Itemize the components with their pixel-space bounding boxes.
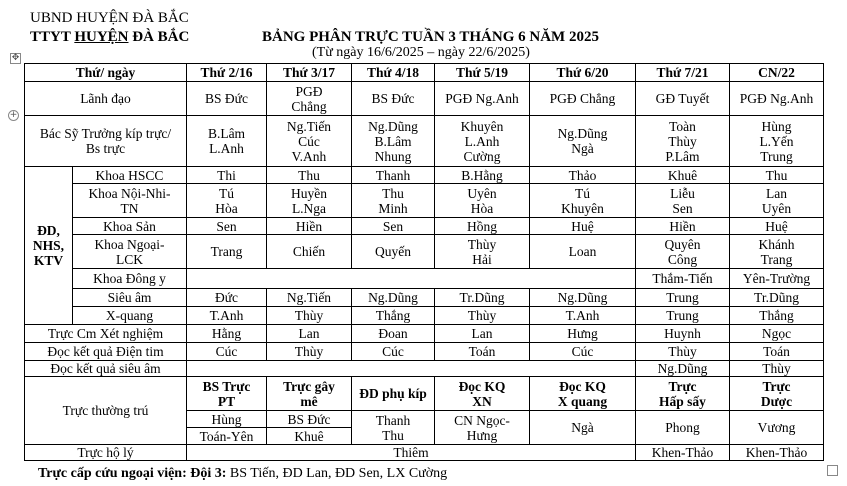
cell: Thắm-Tiến xyxy=(636,269,730,289)
cell: Hùng xyxy=(187,411,267,428)
cell: Lan Uyên xyxy=(730,184,824,218)
cell: Ng.Dũng Ngà xyxy=(530,116,636,167)
day-header: Thứ 3/17 xyxy=(267,64,352,82)
cell: Toán xyxy=(435,343,530,361)
row-label-khoa-noi: Khoa Nội-Nhi- TN xyxy=(73,184,187,218)
cell: Cúc xyxy=(530,343,636,361)
page-subtitle: (Từ ngày 16/6/2025 – ngày 22/6/2025) xyxy=(312,45,530,60)
corner-cell: Thứ/ ngày xyxy=(25,64,187,82)
add-row-icon[interactable]: + xyxy=(9,110,18,120)
table-row xyxy=(25,361,824,377)
table-row xyxy=(25,218,824,235)
row-label-sieu-am: Siêu âm xyxy=(73,289,187,307)
cell: Ng.Dũng xyxy=(530,289,636,307)
cell: Thùy xyxy=(267,307,352,325)
cell: Thu xyxy=(730,167,824,184)
sub-header: Trực Hấp sấy xyxy=(636,377,730,411)
cell: Ng.Dũng xyxy=(352,289,435,307)
row-label-thuong-tru: Trực thường trú xyxy=(25,377,187,445)
cell: Huệ xyxy=(730,218,824,235)
sub-header: BS Trực PT xyxy=(187,377,267,411)
table-row xyxy=(25,269,824,289)
group-label-dd-nhs-ktv: ĐD, NHS, KTV xyxy=(25,167,73,325)
table-row xyxy=(25,235,824,269)
footer-note xyxy=(38,466,447,482)
day-header: Thứ 7/21 xyxy=(636,64,730,82)
cell: Lan xyxy=(435,325,530,343)
table-resize-handle-icon[interactable] xyxy=(827,465,838,476)
cell: Sen xyxy=(187,218,267,235)
cell: Loan xyxy=(530,235,636,269)
cell: Thùy Hải xyxy=(435,235,530,269)
org-line-1: UBND HUYỆN ĐÀ BẮC xyxy=(30,10,189,26)
cell: PGĐ Ng.Anh xyxy=(730,82,824,116)
table-row xyxy=(25,116,824,167)
cell: Hồng xyxy=(435,218,530,235)
cell: Uyên Hòa xyxy=(435,184,530,218)
cell: Thùy xyxy=(435,307,530,325)
cell: Thùy xyxy=(267,343,352,361)
table-row xyxy=(25,184,824,218)
cell: Hiền xyxy=(636,218,730,235)
cell: Khánh Trang xyxy=(730,235,824,269)
cell: Thiêm xyxy=(187,445,636,461)
cell: Ng.Tiến Cúc V.Anh xyxy=(267,116,352,167)
cell: Cúc xyxy=(187,343,267,361)
row-label-xet-nghiem: Trực Cm Xét nghiệm xyxy=(25,325,187,343)
row-label-khoa-dong-y: Khoa Đông y xyxy=(73,269,187,289)
cell: Sen xyxy=(352,218,435,235)
day-header: Thứ 5/19 xyxy=(435,64,530,82)
sub-header: Đọc KQ XN xyxy=(435,377,530,411)
org-line-2-suffix: ĐÀ BẮC xyxy=(128,29,190,45)
row-label-ho-ly: Trực hộ lý xyxy=(25,445,187,461)
cell: Thu Minh xyxy=(352,184,435,218)
day-header: CN/22 xyxy=(730,64,824,82)
cell: Trang xyxy=(187,235,267,269)
cell: Thu xyxy=(267,167,352,184)
cell: PGĐ Ng.Anh xyxy=(435,82,530,116)
cell: PGĐ Chẳng xyxy=(267,82,352,116)
cell: Ng.Tiến xyxy=(267,289,352,307)
cell: Vương xyxy=(730,411,824,445)
duty-schedule-table xyxy=(24,63,824,461)
cell: Trung xyxy=(636,289,730,307)
cell: PGĐ Chẳng xyxy=(530,82,636,116)
cell: Toán-Yên xyxy=(187,428,267,445)
cell: Thanh xyxy=(352,167,435,184)
day-header-row xyxy=(25,64,824,82)
footer-value: BS Tiến, ĐD Lan, ĐD Sen, LX Cường xyxy=(226,466,448,481)
cell: Quyến xyxy=(352,235,435,269)
empty-cell xyxy=(187,269,636,289)
cell: Huyền L.Nga xyxy=(267,184,352,218)
cell: Huynh xyxy=(636,325,730,343)
footer-label: Trực cấp cứu ngoại viện: Đội 3: xyxy=(38,466,227,481)
table-row xyxy=(25,325,824,343)
day-header: Thứ 4/18 xyxy=(352,64,435,82)
cell: Ngà xyxy=(530,411,636,445)
cell: Khen-Thảo xyxy=(730,445,824,461)
cell: T.Anh xyxy=(187,307,267,325)
table-row xyxy=(25,289,824,307)
cell: Thắng xyxy=(352,307,435,325)
cell: Hùng L.Yến Trung xyxy=(730,116,824,167)
table-row xyxy=(25,445,824,461)
cell: Ng.Dũng B.Lâm Nhung xyxy=(352,116,435,167)
cell: BS Đức xyxy=(352,82,435,116)
row-label-khoa-ngoai: Khoa Ngoại- LCK xyxy=(73,235,187,269)
org-line-2-prefix: TTYT xyxy=(30,29,75,45)
empty-cell xyxy=(187,361,636,377)
cell: Thi xyxy=(187,167,267,184)
table-move-handle-icon[interactable]: ✥ xyxy=(11,53,20,63)
cell: Khen-Thảo xyxy=(636,445,730,461)
cell: CN Ngọc- Hưng xyxy=(435,411,530,445)
cell: Đoan xyxy=(352,325,435,343)
cell: Thùy xyxy=(730,361,824,377)
row-label-khoa-hscc: Khoa HSCC xyxy=(73,167,187,184)
cell: Khuê xyxy=(267,428,352,445)
table-row xyxy=(25,82,824,116)
page-title: BẢNG PHÂN TRỰC TUẦN 3 THÁNG 6 NĂM 2025 xyxy=(262,29,599,45)
cell: Trung xyxy=(636,307,730,325)
cell: Khuê xyxy=(636,167,730,184)
org-line-2 xyxy=(30,29,189,46)
org-line-2-underlined: HUYỆN xyxy=(74,29,129,45)
sub-header: Trực gây mê xyxy=(267,377,352,411)
cell: BS Đức xyxy=(267,411,352,428)
cell: Toàn Thùy P.Lâm xyxy=(636,116,730,167)
table-row xyxy=(25,343,824,361)
day-header: Thứ 6/20 xyxy=(530,64,636,82)
cell: Chiến xyxy=(267,235,352,269)
cell: Hằng xyxy=(187,325,267,343)
cell: Tr.Dũng xyxy=(435,289,530,307)
table-row xyxy=(25,167,824,184)
cell: Hiền xyxy=(267,218,352,235)
cell: Ngọc xyxy=(730,325,824,343)
cell: Hưng xyxy=(530,325,636,343)
cell: B.Lâm L.Anh xyxy=(187,116,267,167)
cell: Thắng xyxy=(730,307,824,325)
cell: Cúc xyxy=(352,343,435,361)
sub-header: ĐD phụ kíp xyxy=(352,377,435,411)
row-label-sieu-am-kq: Đọc kết quả siêu âm xyxy=(25,361,187,377)
cell: Huệ xyxy=(530,218,636,235)
cell: Thùy xyxy=(636,343,730,361)
row-label-dien-tim: Đọc kết quả Điện tim xyxy=(25,343,187,361)
cell: Phong xyxy=(636,411,730,445)
cell: BS Đức xyxy=(187,82,267,116)
sub-header: Trực Dược xyxy=(730,377,824,411)
cell: Liễu Sen xyxy=(636,184,730,218)
row-label-lanh-dao: Lãnh đạo xyxy=(25,82,187,116)
day-header: Thứ 2/16 xyxy=(187,64,267,82)
row-label-x-quang: X-quang xyxy=(73,307,187,325)
table-row xyxy=(25,307,824,325)
cell: Quyên Công xyxy=(636,235,730,269)
cell: Thảo xyxy=(530,167,636,184)
cell: Toán xyxy=(730,343,824,361)
cell: T.Anh xyxy=(530,307,636,325)
cell: B.Hằng xyxy=(435,167,530,184)
cell: Đức xyxy=(187,289,267,307)
cell: Thanh Thu xyxy=(352,411,435,445)
cell: Ng.Dũng xyxy=(636,361,730,377)
cell: Khuyên L.Anh Cường xyxy=(435,116,530,167)
cell: Tú Hòa xyxy=(187,184,267,218)
sub-header: Đọc KQ X quang xyxy=(530,377,636,411)
row-label-bac-si: Bác Sỹ Trưởng kíp trực/ Bs trực xyxy=(25,116,187,167)
cell: Lan xyxy=(267,325,352,343)
cell: Yên-Trường xyxy=(730,269,824,289)
cell: GĐ Tuyết xyxy=(636,82,730,116)
row-label-khoa-san: Khoa Sản xyxy=(73,218,187,235)
cell: Tú Khuyên xyxy=(530,184,636,218)
table-row xyxy=(25,377,824,411)
cell: Tr.Dũng xyxy=(730,289,824,307)
